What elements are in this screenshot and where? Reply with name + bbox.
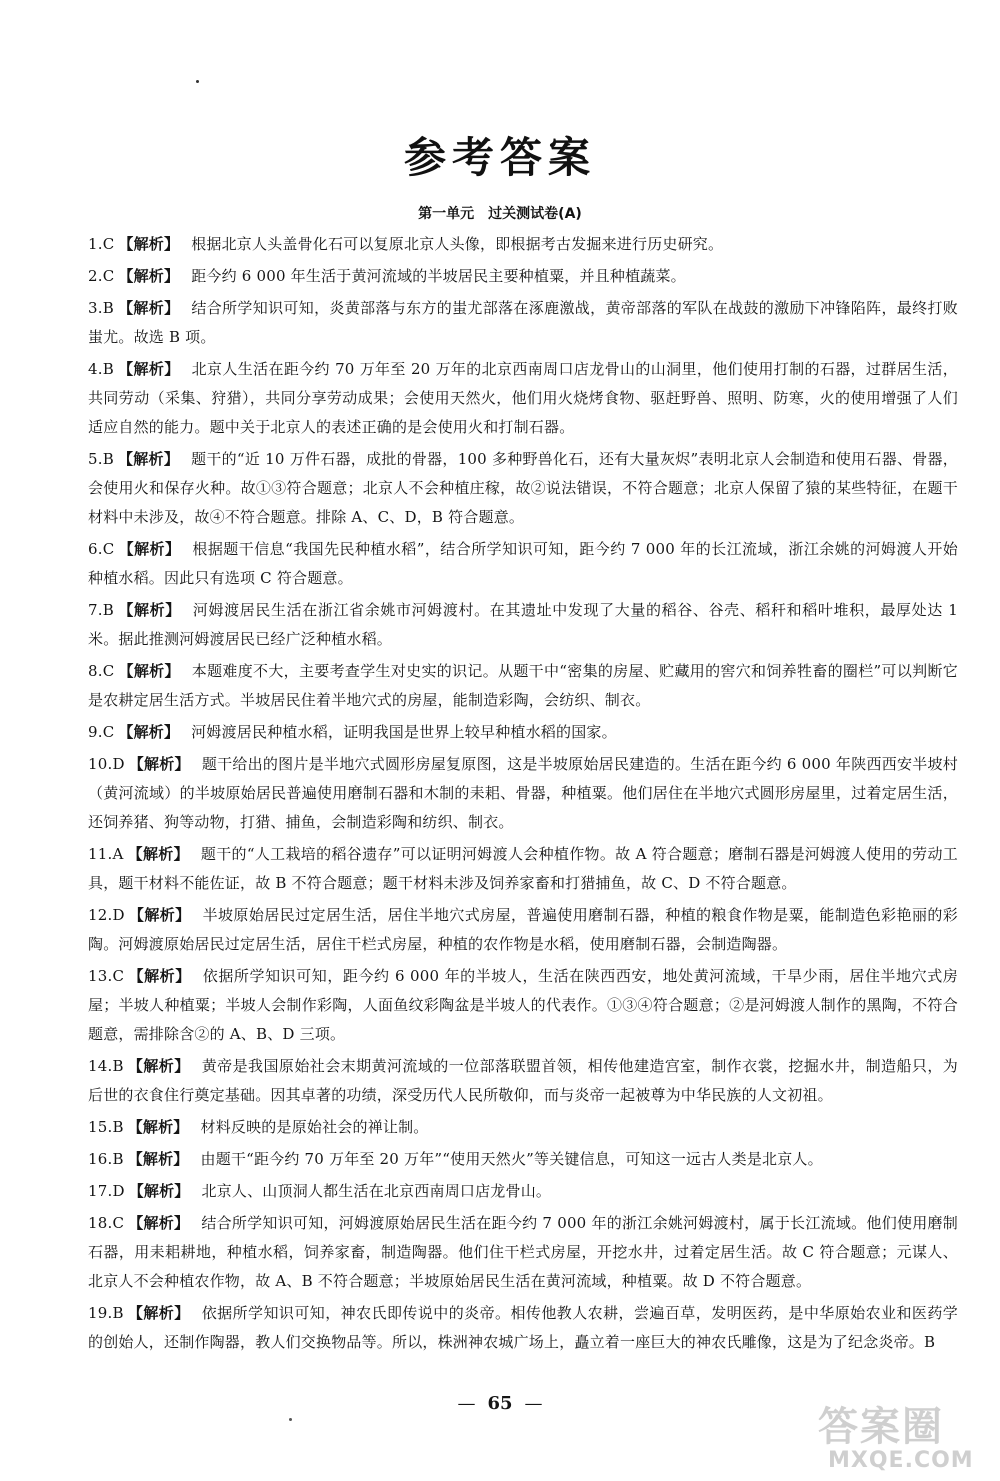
answer-item [88, 535, 958, 593]
analysis-tag: 【解析】 [127, 845, 189, 863]
answer-number: 15.B [88, 1118, 124, 1136]
watermark-url: MXQE.COM [828, 1448, 974, 1473]
answer-item [88, 1052, 958, 1110]
analysis-tag: 【解析】 [127, 1304, 190, 1322]
answer-text: 河姆渡居民种植水稻，证明我国是世界上较早种植水稻的国家。 [191, 723, 617, 741]
watermark-text: 答案圈 [818, 1404, 944, 1450]
answer-text: 北京人生活在距今约 70 万年至 20 万年的北京西南周口店龙骨山的山洞里，他们使用打制的石器，过群居生活，共同劳动（采集、狩猎），共同分享劳动成果；会使用天然火，他们用火烧烤食物、驱赶野兽、照明、防寒，火的使用增强了人们适应自然的能力。题中关于北京人的表述正确的是会使用火和打制石器。 [88, 360, 958, 436]
analysis-tag: 【解析】 [127, 1057, 190, 1075]
analysis-tag: 【解析】 [118, 540, 181, 558]
answer-item [88, 718, 958, 747]
answer-item [88, 230, 958, 259]
analysis-tag: 【解析】 [128, 967, 191, 985]
analysis-tag: 【解析】 [128, 1214, 190, 1232]
answer-text: 依据所学知识可知，神农氏即传说中的炎帝。相传他教人农耕，尝遍百草，发明医药，是中华原始农业和医药学的创始人，还制作陶器，教人们交换物品等。所以，株洲神农城广场上，矗立着一座巨大的神农氏雕像，这是为了纪念炎帝。B [88, 1304, 958, 1351]
answer-number: 9.C [88, 723, 115, 741]
analysis-tag: 【解析】 [127, 1118, 189, 1136]
answer-text: 依据所学知识可知，距今约 6 000 年的半坡人，生活在陕西西安，地处黄河流域，干旱少雨，居住半地穴式房屋；半坡人种植粟；半坡人会制作彩陶，人面鱼纹彩陶盆是半坡人的代表作。①③④符合题意；②是河姆渡人制作的黑陶，不符合题意，需排除含②的 A、B、D 三项。 [88, 967, 958, 1043]
answer-text: 河姆渡居民生活在浙江省余姚市河姆渡村。在其遗址中发现了大量的稻谷、谷壳、稻秆和稻叶堆积，最厚处达 1 米。据此推测河姆渡居民已经广泛种植水稻。 [88, 601, 958, 648]
answer-text: 题干给出的图片是半地穴式圆形房屋复原图，这是半坡原始居民建造的。生活在距今约 6 000 年陕西西安半坡村（黄河流域）的半坡原始居民普遍使用磨制石器和木制的耒耜、骨器，种植粟。他们居住在半地穴式圆形房屋里，过着定居生活，还饲养猪、狗等动物，打猎、捕鱼，会制造彩陶和纺织、制衣。 [88, 755, 958, 831]
analysis-tag: 【解析】 [117, 450, 180, 468]
answer-item [88, 840, 958, 898]
answer-text: 题干的“近 10 万件石器，成批的骨器，100 多种野兽化石，还有大量灰烬”表明北京人会制造和使用石器、骨器，会使用火和保存火种。故①③符合题意；北京人不会种植庄稼，故②说法错误，不符合题意；北京人保留了猿的某些特征，在题干材料中未涉及，故④不符合题意。排除 A、C、D，B 符合题意。 [88, 450, 958, 526]
answer-number: 19.B [88, 1304, 124, 1322]
analysis-tag: 【解析】 [118, 267, 180, 285]
answer-item [88, 750, 958, 837]
analysis-tag: 【解析】 [117, 360, 180, 378]
answer-list [88, 230, 958, 1360]
answer-text: 根据北京人头盖骨化石可以复原北京人头像，即根据考古发掘来进行历史研究。 [191, 235, 724, 253]
footer-dash: — [524, 1393, 543, 1414]
analysis-tag: 【解析】 [118, 723, 180, 741]
answer-number: 10.D [88, 755, 125, 773]
answer-number: 3.B [88, 299, 114, 317]
answer-number: 7.B [88, 601, 114, 619]
analysis-tag: 【解析】 [118, 662, 180, 680]
answer-number: 18.C [88, 1214, 125, 1232]
answer-text: 根据题干信息“我国先民种植水稻”，结合所学知识可知，距今约 7 000 年的长江流域，浙江余姚的河姆渡人开始种植水稻。因此只有选项 C 符合题意。 [88, 540, 958, 587]
scan-speck [196, 80, 199, 83]
answer-item [88, 294, 958, 352]
analysis-tag: 【解析】 [128, 1182, 190, 1200]
answer-number: 13.C [88, 967, 125, 985]
answer-text: 结合所学知识可知，河姆渡原始居民生活在距今约 7 000 年的浙江余姚河姆渡村，属于长江流域。他们使用磨制石器，用耒耜耕地，种植水稻，饲养家畜，制造陶器。他们住干栏式房屋，开挖水井，过着定居生活。故 C 符合题意；元谋人、北京人不会种植农作物，故 A、B 不符合题意；半坡原始居民生活在黄河流域，种植粟。故 D 不符合题意。 [88, 1214, 958, 1290]
answer-number: 17.D [88, 1182, 125, 1200]
answer-item [88, 657, 958, 715]
answer-item [88, 1177, 958, 1206]
answer-number: 11.A [88, 845, 124, 863]
page-number: 65 [487, 1393, 513, 1414]
answer-item [88, 901, 958, 959]
section-subtitle: 第一单元 过关测试卷(A) [418, 206, 582, 222]
analysis-tag: 【解析】 [127, 1150, 189, 1168]
answer-number: 5.B [88, 450, 114, 468]
analysis-tag: 【解析】 [117, 601, 181, 619]
answer-item [88, 262, 958, 291]
answer-number: 8.C [88, 662, 115, 680]
watermark-logo [818, 1405, 983, 1475]
answer-number: 1.C [88, 235, 115, 253]
answer-item [88, 1145, 958, 1174]
answer-item [88, 355, 958, 442]
answer-text: 半坡原始居民过定居生活，居住半地穴式房屋，普遍使用磨制石器，种植的粮食作物是粟，能制造色彩艳丽的彩陶。河姆渡原始居民过定居生活，居住干栏式房屋，种植的农作物是水稻，使用磨制石器，会制造陶器。 [88, 906, 958, 953]
answer-item [88, 1299, 958, 1357]
answer-number: 2.C [88, 267, 115, 285]
answer-item [88, 962, 958, 1049]
answer-number: 4.B [88, 360, 114, 378]
answer-item [88, 1209, 958, 1296]
answer-text: 材料反映的是原始社会的禅让制。 [200, 1118, 429, 1136]
answer-item [88, 596, 958, 654]
answer-number: 6.C [88, 540, 115, 558]
answer-text: 题干的“人工栽培的稻谷遗存”可以证明河姆渡人会种植作物。故 A 符合题意；磨制石器是河姆渡人使用的劳动工具，题干材料不能佐证，故 B 不符合题意；题干材料未涉及饲养家畜和打猎捕鱼，故 C、D 不符合题意。 [88, 845, 958, 892]
footer-dash: — [457, 1393, 476, 1414]
answer-text: 本题难度不大，主要考查学生对史实的识记。从题干中“密集的房屋、贮藏用的窖穴和饲养牲畜的圈栏”可以判断它是农耕定居生活方式。半坡居民住着半地穴式的房屋，能制造彩陶，会纺织、制衣。 [88, 662, 958, 709]
answer-text: 结合所学知识可知，炎黄部落与东方的蚩尤部落在涿鹿激战，黄帝部落的军队在战鼓的激励下冲锋陷阵，最终打败蚩尤。故选 B 项。 [88, 299, 958, 346]
answer-item [88, 445, 958, 532]
analysis-tag: 【解析】 [128, 755, 190, 773]
answer-text: 距今约 6 000 年生活于黄河流域的半坡居民主要种植粟，并且种植蔬菜。 [191, 267, 686, 285]
answer-number: 14.B [88, 1057, 124, 1075]
answer-text: 由题干“距今约 70 万年至 20 万年”“使用天然火”等关键信息，可知这一远古人类是北京人。 [200, 1150, 823, 1168]
answer-item [88, 1113, 958, 1142]
answer-text: 黄帝是我国原始社会末期黄河流域的一位部落联盟首领，相传他建造宫室，制作衣裳，挖掘水井，制造船只，为后世的衣食住行奠定基础。因其卓著的功绩，深受历代人民所敬仰，而与炎帝一起被尊为中华民族的人文初祖。 [88, 1057, 958, 1104]
scan-speck [289, 1418, 292, 1421]
analysis-tag: 【解析】 [118, 235, 180, 253]
answer-text: 北京人、山顶洞人都生活在北京西南周口店龙骨山。 [201, 1182, 552, 1200]
page-title: 参考答案 [403, 133, 596, 182]
analysis-tag: 【解析】 [117, 299, 180, 317]
analysis-tag: 【解析】 [128, 906, 191, 924]
answer-number: 12.D [88, 906, 125, 924]
answer-number: 16.B [88, 1150, 124, 1168]
